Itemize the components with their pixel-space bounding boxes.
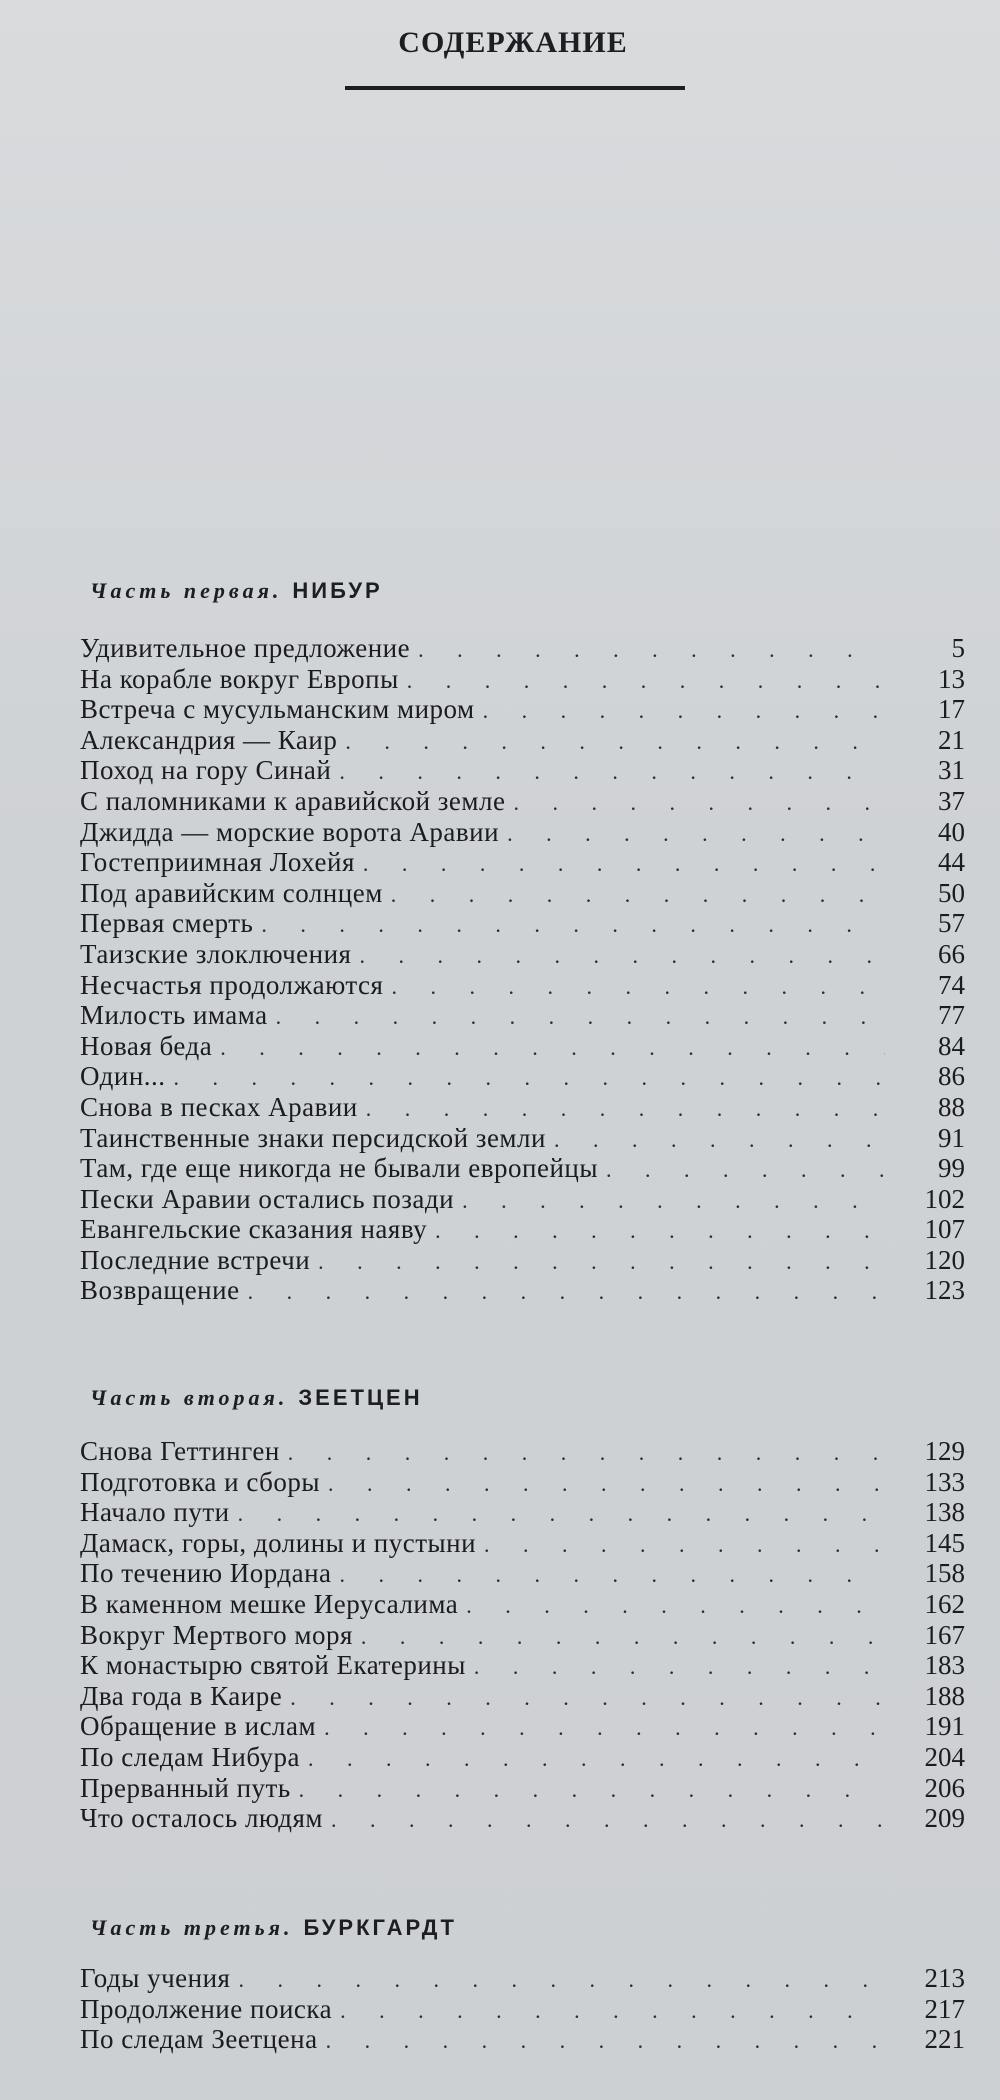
toc-entry-page: 138: [924, 1497, 965, 1528]
toc-entry: [80, 1214, 965, 1245]
dot-leader: [238, 1965, 885, 1995]
toc-entry-page: 217: [924, 1993, 965, 2024]
toc-entry-title: К монастырю святой Екатерины: [80, 1650, 466, 1681]
toc-entry-page: 188: [924, 1680, 965, 1711]
toc-entry-title: Пески Аравии остались позади: [80, 1183, 455, 1214]
dot-leader: [340, 1996, 885, 2026]
dot-leader: [174, 1063, 885, 1093]
toc-entry: [80, 939, 965, 970]
dot-leader: [361, 1622, 885, 1652]
toc-entry-title: Таизские злоключения: [80, 938, 352, 969]
dot-leader: [328, 1469, 885, 1499]
toc-entry-title: Вокруг Мертвого моря: [80, 1619, 353, 1650]
toc-entry: [80, 1467, 965, 1498]
toc-entry: [80, 1245, 965, 1276]
toc-entry-title: Продолжение поиска: [80, 1993, 333, 2024]
dot-leader: [326, 2026, 885, 2056]
toc-entry-title: Годы учения: [80, 1963, 231, 1993]
toc-entry: [80, 1528, 965, 1559]
toc-entry-page: 37: [938, 785, 965, 816]
toc-entry-page: 206: [924, 1772, 965, 1803]
toc-entry: [80, 1650, 965, 1681]
toc-entry: [80, 1773, 965, 1804]
toc-entry-page: 13: [938, 663, 965, 694]
dot-leader: [474, 1652, 885, 1682]
dot-leader: [483, 696, 885, 726]
toc-list-part-1: [80, 633, 965, 1306]
toc-entry-title: Первая смерть: [80, 908, 254, 939]
dot-leader: [359, 941, 885, 971]
toc-entry: [80, 1803, 965, 1834]
toc-list-part-2: [80, 1436, 965, 1834]
toc-entry: [80, 1436, 965, 1467]
dot-leader: [290, 1683, 885, 1713]
toc-entry-title: Таинственные знаки персидской земли: [80, 1122, 546, 1153]
dot-leader: [318, 1247, 885, 1277]
toc-list-part-3: [80, 1963, 965, 2055]
toc-entry-page: 158: [924, 1558, 965, 1589]
toc-entry: [80, 664, 965, 695]
dot-leader: [606, 1155, 885, 1185]
toc-entry-page: 17: [938, 694, 965, 725]
toc-entry-title: Встреча с мусульманским миром: [80, 694, 475, 725]
dot-leader: [238, 1499, 885, 1529]
toc-entry-page: 213: [924, 1963, 965, 1993]
toc-entry-page: 31: [938, 755, 965, 786]
page-title: СОДЕРЖАНИЕ: [398, 26, 628, 59]
toc-entry-page: 50: [938, 877, 965, 908]
toc-entry-title: На корабле вокруг Европы: [80, 663, 399, 694]
toc-entry: [80, 1558, 965, 1589]
toc-entry: [80, 2024, 965, 2055]
part-heading-1: [90, 578, 383, 604]
toc-entry: [80, 755, 965, 786]
toc-entry-page: 167: [924, 1619, 965, 1650]
toc-entry: [80, 1153, 965, 1184]
dot-leader: [407, 666, 885, 696]
toc-entry: [80, 1092, 965, 1123]
part-heading-3: [90, 1915, 457, 1941]
dot-leader: [391, 880, 885, 910]
toc-entry: [80, 1061, 965, 1092]
toc-entry-page: 133: [924, 1466, 965, 1497]
toc-entry-page: 107: [924, 1214, 965, 1245]
toc-entry: [80, 817, 965, 848]
toc-entry-title: По следам Нибура: [80, 1741, 301, 1772]
toc-entry: [80, 786, 965, 817]
toc-entry-title: Там, где еще никогда не бывали европейцы: [80, 1153, 598, 1184]
toc-entry-page: 5: [951, 633, 965, 663]
dot-leader: [276, 1002, 885, 1032]
dot-leader: [340, 1560, 885, 1590]
toc-entry-title: Один...: [80, 1061, 166, 1092]
toc-entry: [80, 878, 965, 909]
toc-entry-page: 183: [924, 1650, 965, 1681]
toc-entry-title: Евангельские сказания наяву: [80, 1214, 428, 1245]
dot-leader: [261, 910, 885, 940]
toc-entry-page: 221: [924, 2024, 965, 2055]
toc-entry: [80, 847, 965, 878]
toc-entry: [80, 1994, 965, 2025]
toc-entry-title: Прерванный путь: [80, 1772, 291, 1803]
part-name: ЗЕЕТЦЕН: [298, 1385, 423, 1410]
toc-entry-page: 162: [924, 1588, 965, 1619]
toc-entry-page: 57: [938, 908, 965, 939]
toc-entry: [80, 1589, 965, 1620]
dot-leader: [339, 757, 885, 787]
dot-leader: [391, 972, 885, 1002]
dot-leader: [308, 1744, 885, 1774]
toc-entry: [80, 1681, 965, 1712]
part-label: Часть первая.: [90, 578, 283, 603]
dot-leader: [366, 1094, 885, 1124]
toc-entry-page: 40: [938, 816, 965, 847]
part-label: Часть третья.: [90, 1915, 294, 1940]
toc-entry-title: Гостеприимная Лохейя: [80, 847, 355, 878]
toc-entry-title: С паломниками к аравийской земле: [80, 785, 506, 816]
toc-entry-page: 129: [924, 1436, 965, 1466]
dot-leader: [331, 1805, 885, 1835]
toc-entry-title: Снова Геттинген: [80, 1436, 280, 1466]
toc-entry-title: Последние встречи: [80, 1244, 311, 1275]
toc-entry: [80, 1497, 965, 1528]
toc-entry-title: Возвращение: [80, 1275, 240, 1306]
toc-entry-title: Что осталось людям: [80, 1803, 323, 1834]
toc-entry-page: 145: [924, 1527, 965, 1558]
toc-entry-title: Александрия — Каир: [80, 724, 338, 755]
dot-leader: [363, 849, 885, 879]
toc-entry-title: Снова в песках Аравии: [80, 1091, 358, 1122]
toc-entry: [80, 1123, 965, 1154]
dot-leader: [299, 1775, 885, 1805]
toc-entry: [80, 694, 965, 725]
toc-entry-title: По следам Зеетцена: [80, 2024, 318, 2055]
toc-entry-title: Удивительное предложение: [80, 633, 411, 663]
toc-entry-page: 102: [924, 1183, 965, 1214]
toc-entry: [80, 1000, 965, 1031]
dot-leader: [462, 1186, 885, 1216]
part-heading-2: [90, 1385, 423, 1411]
toc-entry-page: 74: [938, 969, 965, 1000]
dot-leader: [220, 1033, 885, 1063]
toc-entry-page: 21: [938, 724, 965, 755]
toc-entry: [80, 1184, 965, 1215]
dot-leader: [248, 1277, 885, 1307]
dot-leader: [507, 819, 885, 849]
toc-entry: [80, 1275, 965, 1306]
toc-entry-title: Два года в Каире: [80, 1680, 283, 1711]
dot-leader: [435, 1216, 885, 1246]
toc-entry: [80, 633, 965, 664]
toc-entry-page: 120: [924, 1244, 965, 1275]
toc-entry-title: Начало пути: [80, 1497, 230, 1528]
toc-entry-title: Поход на гору Синай: [80, 755, 332, 786]
toc-entry-title: Милость имама: [80, 1000, 268, 1031]
toc-entry: [80, 1742, 965, 1773]
dot-leader: [513, 788, 885, 818]
toc-entry-title: Подготовка и сборы: [80, 1466, 321, 1497]
toc-entry: [80, 725, 965, 756]
toc-entry-title: Новая беда: [80, 1030, 213, 1061]
part-label: Часть вторая.: [90, 1385, 289, 1410]
toc-entry-page: 86: [938, 1061, 965, 1092]
toc-entry: [80, 1711, 965, 1742]
toc-entry: [80, 970, 965, 1001]
toc-entry-page: 91: [938, 1122, 965, 1153]
toc-entry-page: 84: [938, 1030, 965, 1061]
toc-entry-title: Джидда — морские ворота Аравии: [80, 816, 500, 847]
toc-entry-title: Несчастья продолжаются: [80, 969, 384, 1000]
title-underline: [345, 86, 685, 90]
dot-leader: [288, 1438, 885, 1468]
toc-entry: [80, 1031, 965, 1062]
toc-entry-title: В каменном мешке Иерусалима: [80, 1588, 459, 1619]
toc-entry-page: 204: [924, 1741, 965, 1772]
toc-entry-page: 99: [938, 1153, 965, 1184]
toc-entry-page: 123: [924, 1275, 965, 1306]
dot-leader: [324, 1713, 885, 1743]
toc-entry-page: 44: [938, 847, 965, 878]
toc-entry-page: 88: [938, 1091, 965, 1122]
toc-entry: [80, 1620, 965, 1651]
toc-entry-title: Под аравийским солнцем: [80, 877, 383, 908]
dot-leader: [345, 727, 885, 757]
toc-entry-page: 209: [924, 1803, 965, 1834]
toc-entry-title: Дамаск, горы, долины и пустыни: [80, 1527, 477, 1558]
toc-entry-page: 191: [924, 1711, 965, 1742]
dot-leader: [418, 635, 885, 665]
toc-entry: [80, 1963, 965, 1994]
part-name: НИБУР: [292, 578, 383, 603]
dot-leader: [554, 1125, 885, 1155]
part-name: БУРКГАРДТ: [303, 1915, 457, 1940]
toc-entry-page: 77: [938, 1000, 965, 1031]
dot-leader: [466, 1591, 885, 1621]
toc-entry-page: 66: [938, 938, 965, 969]
toc-entry: [80, 908, 965, 939]
toc-entry-title: Обращение в ислам: [80, 1711, 317, 1742]
toc-entry-title: По течению Иордана: [80, 1558, 332, 1589]
dot-leader: [484, 1530, 885, 1560]
